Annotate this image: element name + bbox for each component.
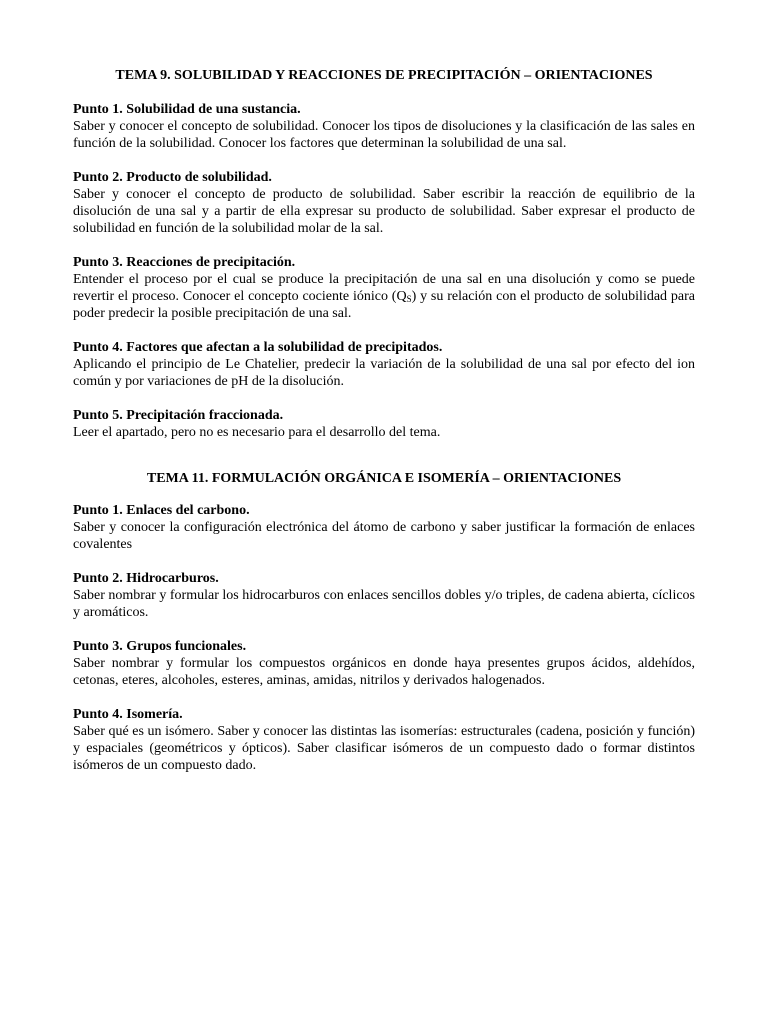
point-text: Saber y conocer la configuración electrónica del átomo de carbono y saber justificar la formación de enlaces covalentes: [73, 520, 695, 552]
point-heading: Punto 2. Hidrocarburos.: [73, 571, 219, 586]
point-text: Saber y conocer el concepto de solubilidad. Conocer los tipos de disoluciones y la clasificación de las sales en función de la solubilidad. Conocer los factores que determinan la solubilidad de una sal.: [73, 119, 695, 151]
point-text: Leer el apartado, pero no es necesario para el desarrollo del tema.: [73, 425, 441, 440]
point-heading: Punto 5. Precipitación fraccionada.: [73, 408, 284, 423]
point-heading: Punto 4. Isomería.: [73, 707, 183, 722]
point-text: [73, 271, 695, 322]
point-enlaces-carbono: [73, 502, 695, 553]
point-heading: Punto 3. Reacciones de precipitación.: [73, 255, 296, 270]
point-text-part: ) y su relación con el producto de solubilidad para poder predecir la posible precipitación de una sal.: [73, 289, 695, 321]
document-page: [73, 66, 695, 791]
point-heading: Punto 1. Solubilidad de una sustancia.: [73, 102, 301, 117]
section-title-tema-9: TEMA 9. SOLUBILIDAD Y REACCIONES DE PRECIPITACIÓN – ORIENTACIONES: [115, 68, 653, 83]
point-hidrocarburos: [73, 570, 695, 621]
subscript-s: S: [406, 294, 412, 304]
point-heading: Punto 4. Factores que afectan a la solubilidad de precipitados.: [73, 340, 443, 355]
point-precipitacion-fraccionada: [73, 407, 695, 441]
point-text-part: Entender el proceso por el cual se produce la precipitación de una sal en una disolución y como se puede revertir el proceso. Conocer el concepto cociente iónico (Q: [73, 272, 695, 304]
point-text: Aplicando el principio de Le Chatelier, predecir la variación de la solubilidad de una sal por efecto del ion común y por variaciones de pH de la disolución.: [73, 357, 695, 389]
point-text: Saber nombrar y formular los hidrocarburos con enlaces sencillos dobles y/o triples, de cadena abierta, cíclicos y aromáticos.: [73, 588, 695, 620]
point-heading: Punto 3. Grupos funcionales.: [73, 639, 247, 654]
point-grupos-funcionales: [73, 638, 695, 689]
point-text: Saber nombrar y formular los compuestos orgánicos en donde haya presentes grupos ácidos, aldehídos, cetonas, eteres, alcoholes, esteres, aminas, amidas, nitrilos y derivados halogenados.: [73, 656, 695, 688]
point-isomeria: [73, 706, 695, 774]
point-heading: Punto 2. Producto de solubilidad.: [73, 170, 272, 185]
point-heading: Punto 1. Enlaces del carbono.: [73, 503, 250, 518]
point-factores-solubilidad: [73, 339, 695, 390]
point-text: Saber qué es un isómero. Saber y conocer las distintas las isomerías: estructurales (cadena, posición y función) y espaciales (geométricos y ópticos). Saber clasificar isómeros de un compuesto dado o formar distintos isómeros de un compuesto dado.: [73, 724, 695, 773]
point-producto-solubilidad: [73, 169, 695, 237]
point-reacciones-precipitacion: [73, 254, 695, 322]
point-solubilidad: [73, 101, 695, 152]
point-text: Saber y conocer el concepto de producto de solubilidad. Saber escribir la reacción de equilibrio de la disolución de una sal y a partir de ella expresar su producto de solubilidad. Saber expresar el producto de solubilidad en función de la solubilidad molar de la sal.: [73, 187, 695, 236]
section-title-tema-11: TEMA 11. FORMULACIÓN ORGÁNICA E ISOMERÍA – ORIENTACIONES: [146, 471, 622, 486]
